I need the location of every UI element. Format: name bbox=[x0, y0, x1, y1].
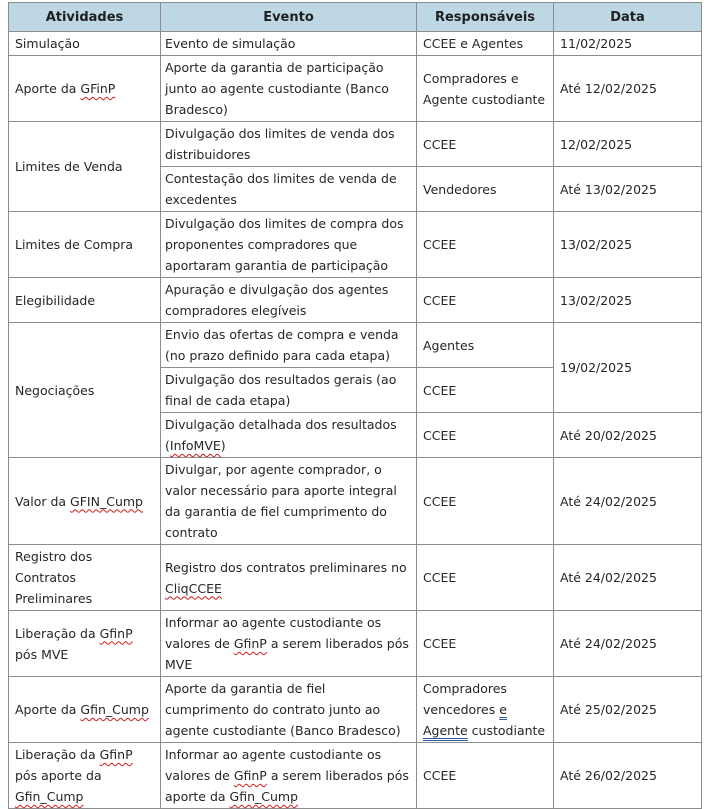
evento-cell: Divulgar, por agente comprador, o valor necessário para aporte integral da garantia de fiel cumprimento do contrato bbox=[161, 458, 417, 545]
evento-term: GfinP bbox=[233, 636, 267, 651]
evento-text-mid: a serem liberados pós aporte da bbox=[165, 768, 409, 804]
atividade-cell: Elegibilidade bbox=[9, 278, 161, 323]
atividade-cell: Limites de Venda bbox=[9, 122, 161, 212]
atividade-text-mid: pós aporte da bbox=[15, 768, 102, 783]
evento-cell: Evento de simulação bbox=[161, 32, 417, 56]
responsavel-cell: CCEE bbox=[417, 545, 554, 611]
table-row bbox=[9, 545, 702, 611]
responsavel-flagged: e Agente bbox=[423, 702, 507, 738]
table-row bbox=[9, 611, 702, 677]
header-data: Data bbox=[554, 3, 702, 32]
table-row bbox=[9, 458, 702, 545]
data-cell: Até 25/02/2025 bbox=[554, 677, 702, 743]
data-cell: 13/02/2025 bbox=[554, 212, 702, 278]
atividade-text: Liberação da bbox=[15, 625, 100, 641]
evento-cell: Divulgação dos limites de compra dos proponentes compradores que aportaram garantia de participação bbox=[161, 212, 417, 278]
responsavel-cell: CCEE e Agentes bbox=[417, 32, 554, 56]
responsavel-cell: Agentes bbox=[417, 323, 554, 368]
evento-text: Informar ao agente custodiante os valores de bbox=[165, 747, 382, 783]
table-row bbox=[9, 278, 702, 323]
data-cell: 19/02/2025 bbox=[554, 323, 702, 413]
atividade-term: GfinP bbox=[99, 625, 133, 641]
data-cell: Até 12/02/2025 bbox=[554, 56, 702, 122]
atividade-cell bbox=[9, 56, 161, 122]
table-row bbox=[9, 56, 702, 122]
atividade-cell bbox=[9, 743, 161, 809]
atividade-term: Gfin_Cump bbox=[80, 702, 149, 717]
data-cell: Até 20/02/2025 bbox=[554, 413, 702, 458]
evento-text-end: a serem liberados pós MVE bbox=[165, 636, 409, 672]
data-cell: 11/02/2025 bbox=[554, 32, 702, 56]
data-cell: Até 24/02/2025 bbox=[554, 458, 702, 545]
atividade-cell: Simulação bbox=[9, 32, 161, 56]
table-row bbox=[9, 743, 702, 809]
responsavel-cell: CCEE bbox=[417, 458, 554, 545]
evento-text: Registro dos contratos preliminares no bbox=[165, 559, 407, 575]
table-header-row bbox=[9, 3, 702, 32]
atividade-cell: Limites de Compra bbox=[9, 212, 161, 278]
atividade-cell: Registro dos Contratos Preliminares bbox=[9, 545, 161, 611]
evento-cell: Contestação dos limites de venda de excedentes bbox=[161, 167, 417, 212]
evento-cell: Apuração e divulgação dos agentes compradores elegíveis bbox=[161, 278, 417, 323]
data-cell: 12/02/2025 bbox=[554, 122, 702, 167]
responsavel-cell: CCEE bbox=[417, 611, 554, 677]
evento-cell: Divulgação dos resultados gerais (ao final de cada etapa) bbox=[161, 368, 417, 413]
responsavel-cell: CCEE bbox=[417, 122, 554, 167]
evento-term: GfinP bbox=[233, 768, 267, 783]
data-cell: 13/02/2025 bbox=[554, 278, 702, 323]
atividade-text: Valor da bbox=[15, 493, 71, 509]
atividade-term: GFIN_Cump bbox=[70, 493, 143, 509]
table-row bbox=[9, 323, 702, 368]
atividade-text: Liberação da bbox=[15, 747, 100, 762]
data-cell: Até 13/02/2025 bbox=[554, 167, 702, 212]
atividade-term: GFinP bbox=[80, 81, 116, 96]
atividade-cell bbox=[9, 677, 161, 743]
evento-term-2: Gfin_Cump bbox=[229, 789, 299, 804]
header-atividades: Atividades bbox=[9, 3, 161, 32]
evento-cell bbox=[161, 743, 417, 809]
evento-cell bbox=[161, 545, 417, 611]
responsavel-text: Compradores vencedores bbox=[423, 681, 507, 717]
evento-text: Divulgação detalhada dos resultados ( bbox=[165, 417, 397, 453]
header-responsaveis: Responsáveis bbox=[417, 3, 554, 32]
evento-text: Informar ao agente custodiante os valores de bbox=[165, 615, 382, 651]
evento-cell bbox=[161, 611, 417, 677]
data-cell: Até 26/02/2025 bbox=[554, 743, 702, 809]
atividade-text: Aporte da bbox=[15, 702, 81, 717]
evento-term: InfoMVE bbox=[169, 438, 221, 453]
responsavel-cell: CCEE bbox=[417, 368, 554, 413]
atividade-term: GfinP bbox=[99, 747, 133, 762]
atividade-text: Aporte da bbox=[15, 81, 81, 96]
table-row bbox=[9, 677, 702, 743]
responsavel-cell: Vendedores bbox=[417, 167, 554, 212]
evento-cell: Divulgação dos limites de venda dos distribuidores bbox=[161, 122, 417, 167]
table-row bbox=[9, 212, 702, 278]
table-row bbox=[9, 122, 702, 167]
evento-cell: Aporte da garantia de fiel cumprimento do contrato junto ao agente custodiante (Banco Bradesco) bbox=[161, 677, 417, 743]
atividade-term-2: Gfin_Cump bbox=[15, 789, 84, 804]
data-cell: Até 24/02/2025 bbox=[554, 545, 702, 611]
evento-cell bbox=[161, 413, 417, 458]
atividade-text-end: pós MVE bbox=[15, 646, 69, 662]
table-row bbox=[9, 32, 702, 56]
data-cell: Até 24/02/2025 bbox=[554, 611, 702, 677]
responsavel-cell: CCEE bbox=[417, 278, 554, 323]
schedule-table-container bbox=[8, 2, 702, 809]
responsavel-cell bbox=[417, 677, 554, 743]
responsavel-cell: CCEE bbox=[417, 212, 554, 278]
responsavel-cell: CCEE bbox=[417, 743, 554, 809]
atividade-cell: Negociações bbox=[9, 323, 161, 458]
evento-text-end: ) bbox=[220, 438, 226, 453]
schedule-table bbox=[8, 2, 702, 809]
atividade-cell bbox=[9, 611, 161, 677]
atividade-cell bbox=[9, 458, 161, 545]
evento-cell: Envio das ofertas de compra e venda (no prazo definido para cada etapa) bbox=[161, 323, 417, 368]
evento-term: CliqCCEE bbox=[165, 580, 222, 596]
evento-cell: Aporte da garantia de participação junto ao agente custodiante (Banco Bradesco) bbox=[161, 56, 417, 122]
header-evento: Evento bbox=[161, 3, 417, 32]
responsavel-text-end: custodiante bbox=[467, 723, 546, 738]
responsavel-cell: Compradores e Agente custodiante bbox=[417, 56, 554, 122]
responsavel-cell: CCEE bbox=[417, 413, 554, 458]
